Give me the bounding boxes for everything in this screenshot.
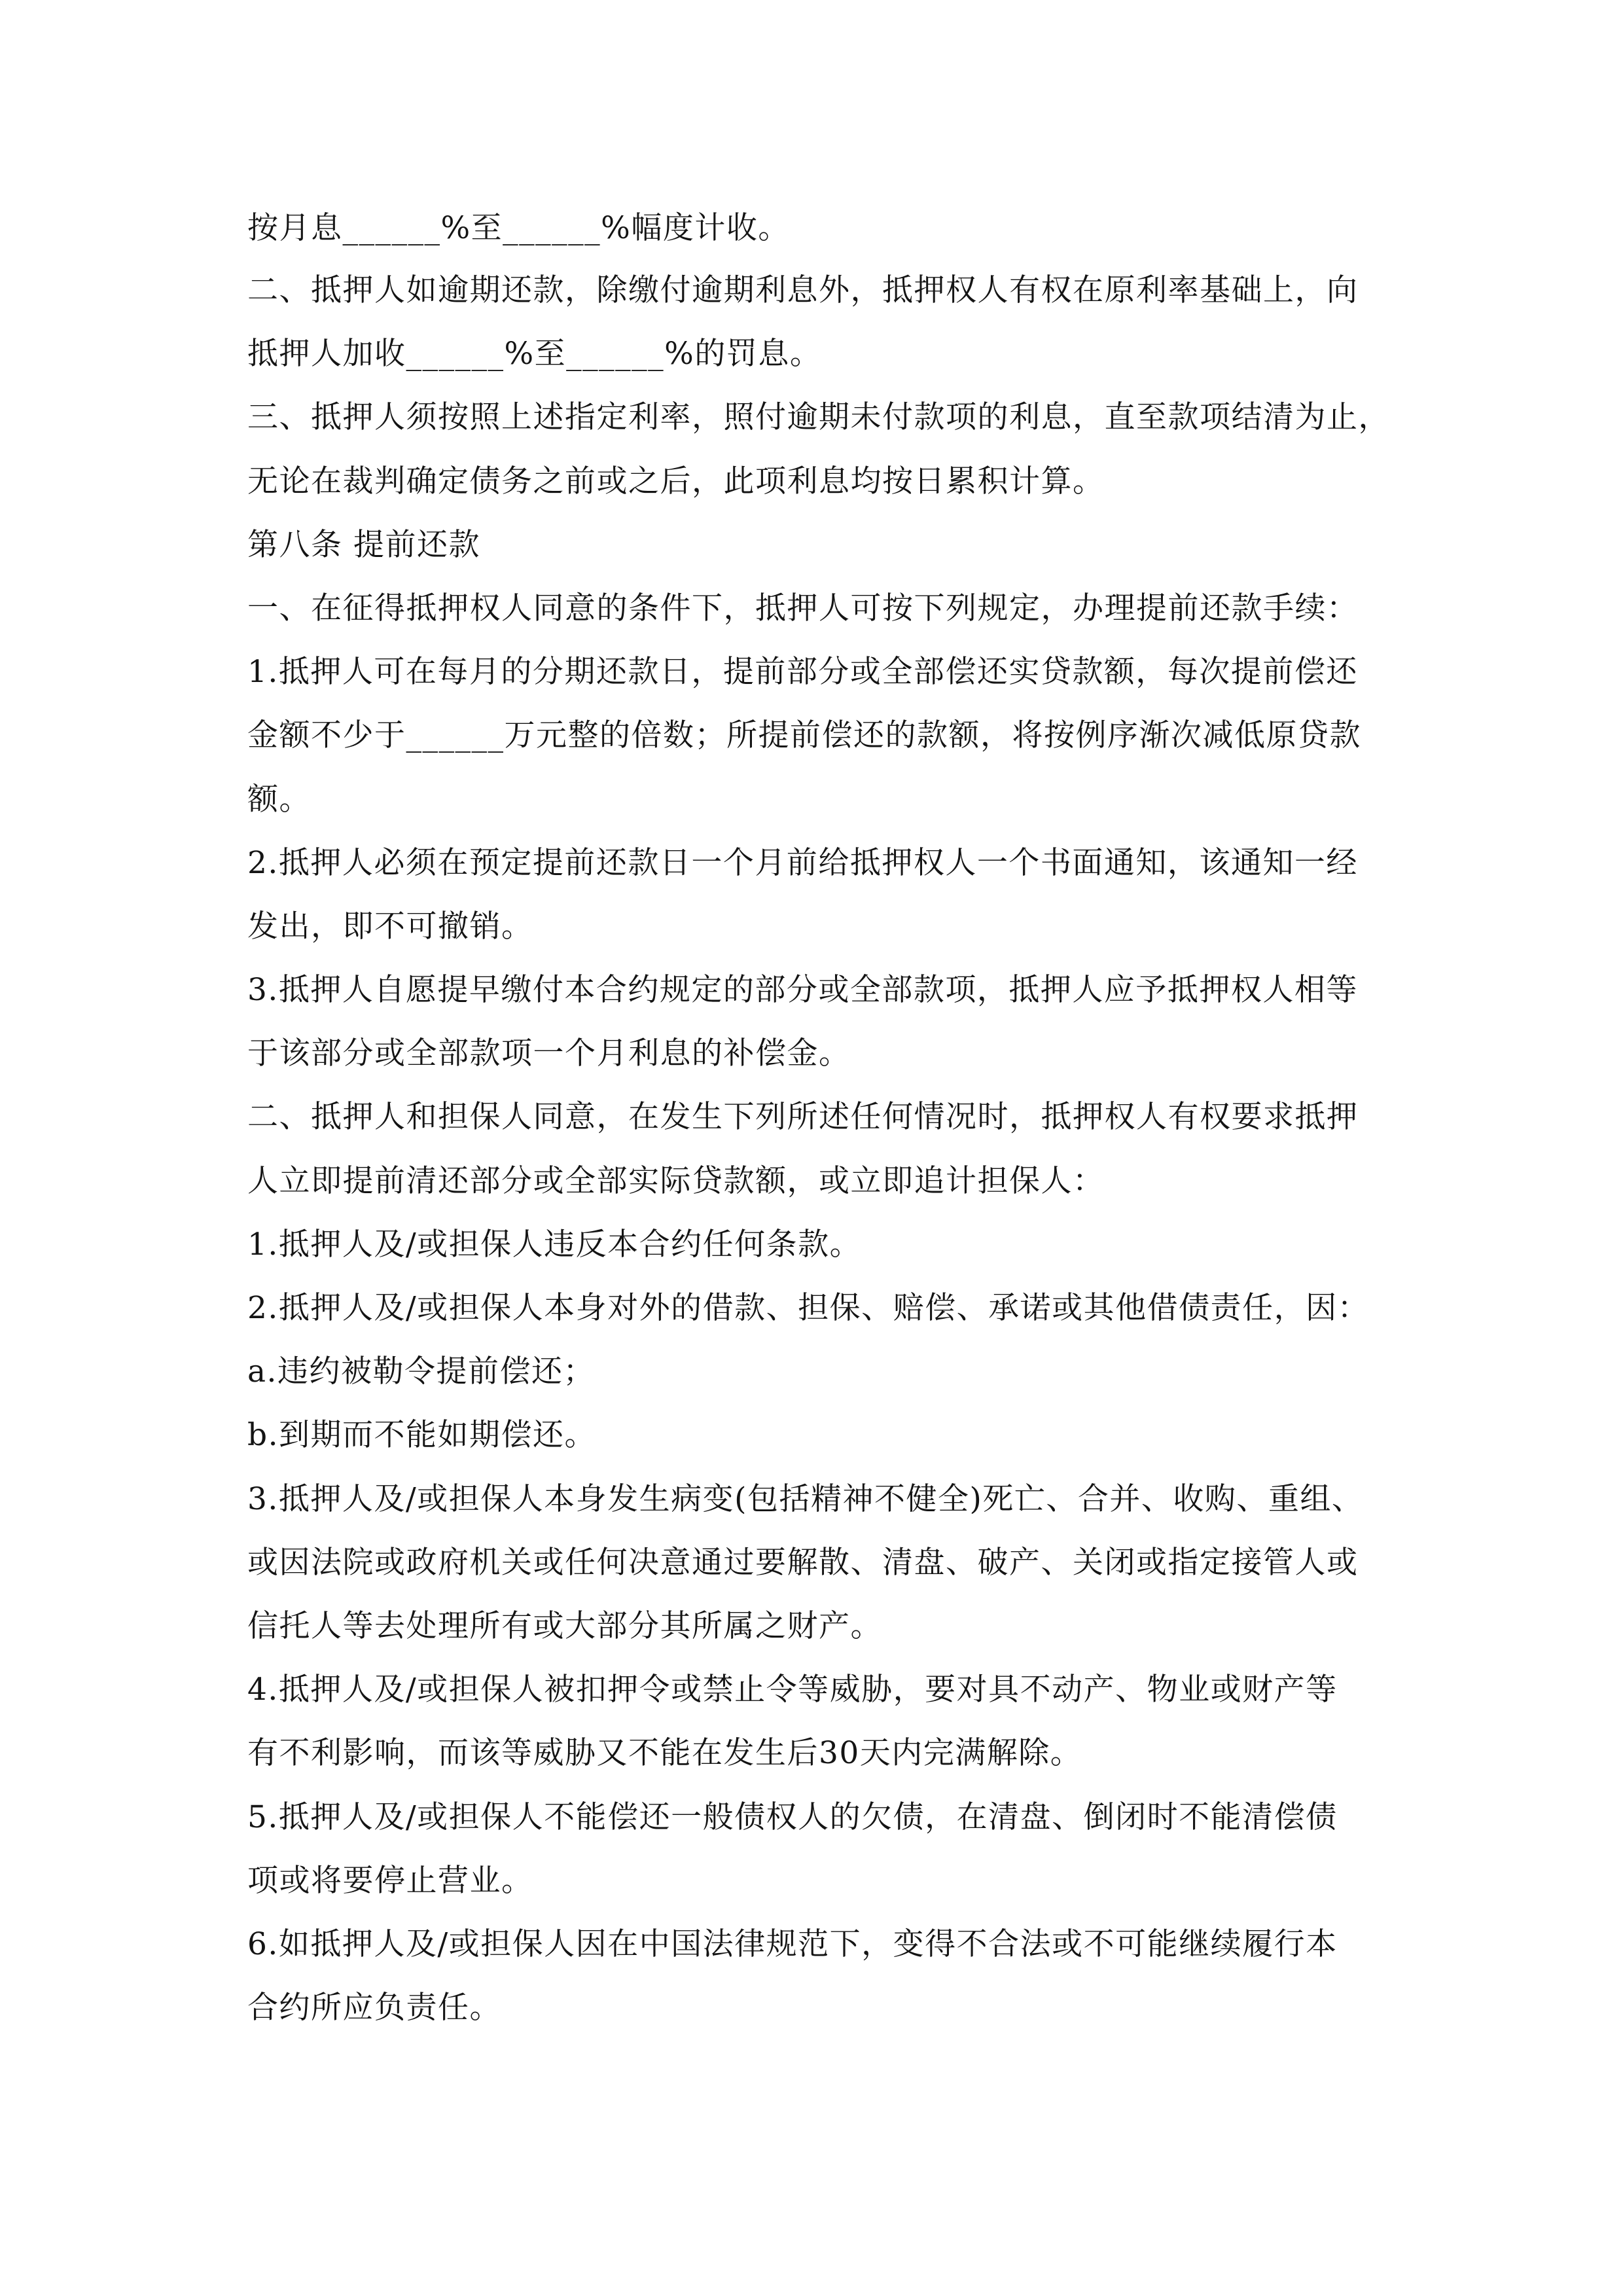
text-line: 二、抵押人如逾期还款，除缴付逾期利息外，抵押权人有权在原利率基础上，向 (247, 272, 1359, 308)
text-line: 金额不少于______万元整的倍数；所提前偿还的款额，将按例序渐次减低原贷款 (247, 717, 1361, 754)
text-line: 一、在征得抵押权人同意的条件下，抵押人可按下列规定，办理提前还款手续： (247, 590, 1359, 626)
text-line: 有不利影响，而该等威胁又不能在发生后30天内完满解除。 (247, 1735, 1082, 1772)
text-line: 额。 (247, 781, 311, 817)
text-line: 6.如抵押人及/或担保人因在中国法律规范下，变得不合法或不可能继续履行本 (247, 1926, 1338, 1962)
text-line: 或因法院或政府机关或任何决意通过要解散、清盘、破产、关闭或指定接管人或 (247, 1544, 1359, 1581)
text-line: 1.抵押人可在每月的分期还款日，提前部分或全部偿还实贷款额，每次提前偿还 (247, 654, 1358, 691)
text-line: 2.抵押人及/或担保人本身对外的借款、担保、赔偿、承诺或其他借债责任，因： (247, 1290, 1370, 1326)
text-line: 3.抵押人自愿提早缴付本合约规定的部分或全部款项，抵押人应予抵押权人相等 (247, 972, 1358, 1009)
document-body (247, 198, 1393, 2039)
text-line: 1.抵押人及/或担保人违反本合约任何条款。 (247, 1226, 862, 1263)
text-line: 抵押人加收______%至______%的罚息。 (247, 336, 822, 372)
text-line: 5.抵押人及/或担保人不能偿还一般债权人的欠债，在清盘、倒闭时不能清偿债 (247, 1799, 1338, 1835)
text-line: 信托人等去处理所有或大部分其所属之财产。 (247, 1607, 882, 1644)
text-line: 三、抵押人须按照上述指定利率，照付逾期未付款项的利息，直至款项结清为止， (247, 399, 1390, 436)
text-line: 按月息______%至______%幅度计收。 (247, 210, 790, 246)
text-line: 合约所应负责任。 (247, 1990, 501, 2026)
section-heading: 第八条 提前还款 (247, 526, 480, 563)
text-line: 4.抵押人及/或担保人被扣押令或禁止令等威胁，要对具不动产、物业或财产等 (247, 1672, 1338, 1708)
text-line: 项或将要停止营业。 (247, 1862, 533, 1899)
text-line: 2.抵押人必须在预定提前还款日一个月前给抵押权人一个书面通知，该通知一经 (247, 844, 1358, 881)
text-line: 3.抵押人及/或担保人本身发生病变(包括精神不健全)死亡、合并、收购、重组、 (247, 1480, 1364, 1517)
text-line: 人立即提前清还部分或全部实际贷款额，或立即追计担保人： (247, 1162, 1105, 1199)
text-line: 二、抵押人和担保人同意，在发生下列所述任何情况时，抵押权人有权要求抵押 (247, 1099, 1359, 1136)
text-line: 发出，即不可撤销。 (247, 908, 533, 944)
text-line: 于该部分或全部款项一个月利息的补偿金。 (247, 1035, 851, 1072)
text-line: b.到期而不能如期偿还。 (247, 1417, 597, 1454)
text-line: a.违约被勒令提前偿还； (247, 1354, 595, 1390)
text-line: 无论在裁判确定债务之前或之后，此项利息均按日累积计算。 (247, 463, 1105, 499)
